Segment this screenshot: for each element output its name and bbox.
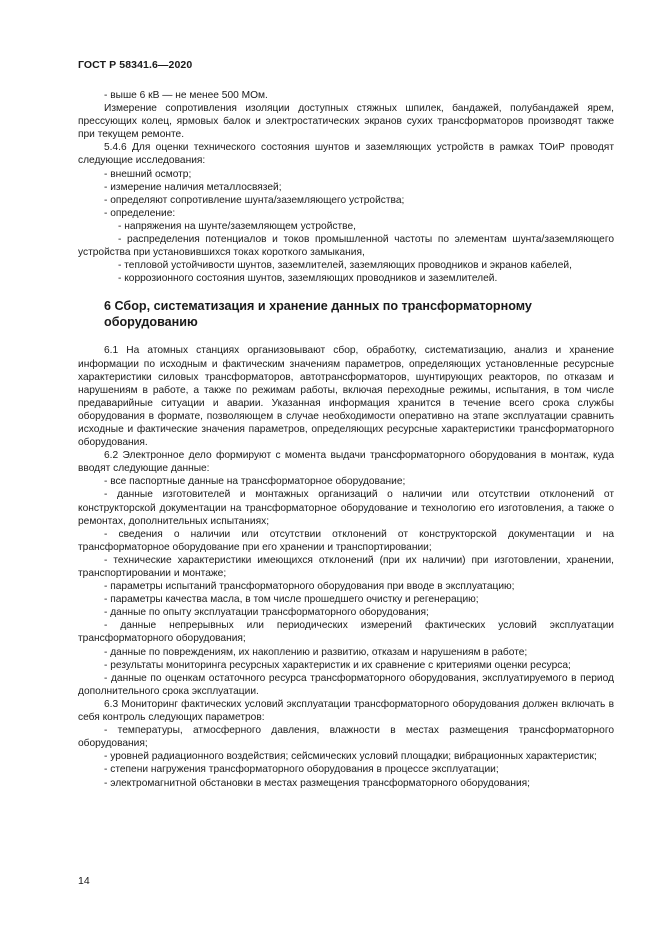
list-item: - степени нагружения трансформаторного оборудования в процессе эксплуатации;	[104, 764, 499, 776]
list-item: - определяют сопротивление шунта/заземляющего устройства;	[104, 194, 405, 206]
list-item: - данные по оценкам остаточного ресурса трансформаторного оборудования, эксплуатируемого в период дополнительного срока эксплуатации.	[78, 672, 614, 697]
list-item: - измерение наличия металлосвязей;	[104, 181, 282, 193]
sub-list-item: - напряжения на шунте/заземляющем устройстве,	[118, 220, 356, 232]
list-item: - уровней радиационного воздействия; сейсмических условий площадки; вибрационных характеристик;	[104, 751, 597, 763]
list-item: - выше 6 кВ — не менее 500 МОм.	[104, 90, 268, 101]
list-item: - определение:	[104, 207, 176, 219]
paragraph: Измерение сопротивления изоляции доступных стяжных шпилек, бандажей, полубандажей ярем, прессующих колец, ярмовых балок и электростатических экранов сухих трансформаторов производят также при текущем ремонте.	[78, 103, 614, 141]
list-item: - температуры, атмосферного давления, влажности в местах размещения трансформаторного оборудования;	[78, 725, 614, 750]
paragraph: 5.4.6 Для оценки технического состояния шунтов и заземляющих устройств в рамках ТОиР проводят следующие исследования:	[78, 142, 614, 167]
list-item: - технические характеристики имеющихся отклонений (при их наличии) при изготовлении, хранении, транспортировании и монтаже;	[78, 554, 614, 579]
list-item: - данные непрерывных или периодических измерений фактических условий эксплуатации трансформаторного оборудования;	[78, 620, 614, 645]
list-item: - данные по повреждениям, их накоплению и развитию, отказам и нарушениям в работе;	[104, 646, 528, 658]
list-item: - электромагнитной обстановки в местах размещения трансформаторного оборудования;	[104, 777, 530, 789]
list-item: - результаты мониторинга ресурсных характеристик и их сравнение с критериями оценки ресурса;	[104, 659, 571, 671]
list-item: - данные изготовителей и монтажных организаций о наличии или отсутствии отклонений от конструкторской документации на трансформаторное оборудование и технологию его изготовления, а также о ремонтах, дополнительных испытаниях;	[78, 489, 614, 527]
sub-list-item: - распределения потенциалов и токов промышленной частоты по элементам шунта/заземляющего устройства при установившихся токах короткого замыкания,	[78, 234, 614, 259]
sub-list-item: - тепловой устойчивости шунтов, заземлителей, заземляющих проводников и экранов кабелей,	[118, 260, 572, 272]
document-body	[78, 89, 614, 790]
paragraph: 6.2 Электронное дело формируют с момента выдачи трансформаторного оборудования в монтаж, куда вводят следующие данные:	[78, 450, 614, 475]
list-item: - параметры качества масла, в том числе прошедшего очистку и регенерацию;	[104, 594, 479, 606]
sub-list-item: - коррозионного состояния шунтов, заземляющих проводников и заземлителей.	[118, 273, 498, 285]
list-item: - параметры испытаний трансформаторного оборудования при вводе в эксплуатацию;	[104, 581, 515, 593]
list-item: - внешний осмотр;	[104, 168, 192, 180]
list-item: - все паспортные данные на трансформаторное оборудование;	[104, 476, 406, 488]
page-number: 14	[78, 875, 90, 887]
paragraph: 6.1 На атомных станциях организовывают сбор, обработку, систематизацию, анализ и хранение информации по исходным и фактическим значениям параметров, определяющих установленные ресурсные характеристики силовых трансформаторов, автотрансформаторов, шунтирующих реакторов, по отказам и нарушениям в работе, а также по режимам работы, включая переходные режимы, испытания, в том числе предаварийные ситуации и аварии. Указанная информация хранится в течение всего срока службы оборудования в формате, позволяющем в случае необходимости оперативно на этапе эксплуатации сравнить исходные и фактические значения параметров, определяющих ресурсные характеристики трансформаторного оборудования.	[78, 345, 614, 449]
section-title: 6 Сбор, систематизация и хранение данных по трансформаторному оборудованию	[104, 299, 532, 329]
list-item: - данные по опыту эксплуатации трансформаторного оборудования;	[104, 607, 429, 619]
paragraph: 6.3 Мониторинг фактических условий эксплуатации трансформаторного оборудования должен включать в себя контроль следующих параметров:	[78, 698, 614, 724]
standard-header: ГОСТ Р 58341.6—2020	[78, 59, 193, 71]
list-item: - сведения о наличии или отсутствии отклонений от конструкторской документации и на трансформаторное оборудование при его хранении и транспортировании;	[78, 528, 614, 553]
